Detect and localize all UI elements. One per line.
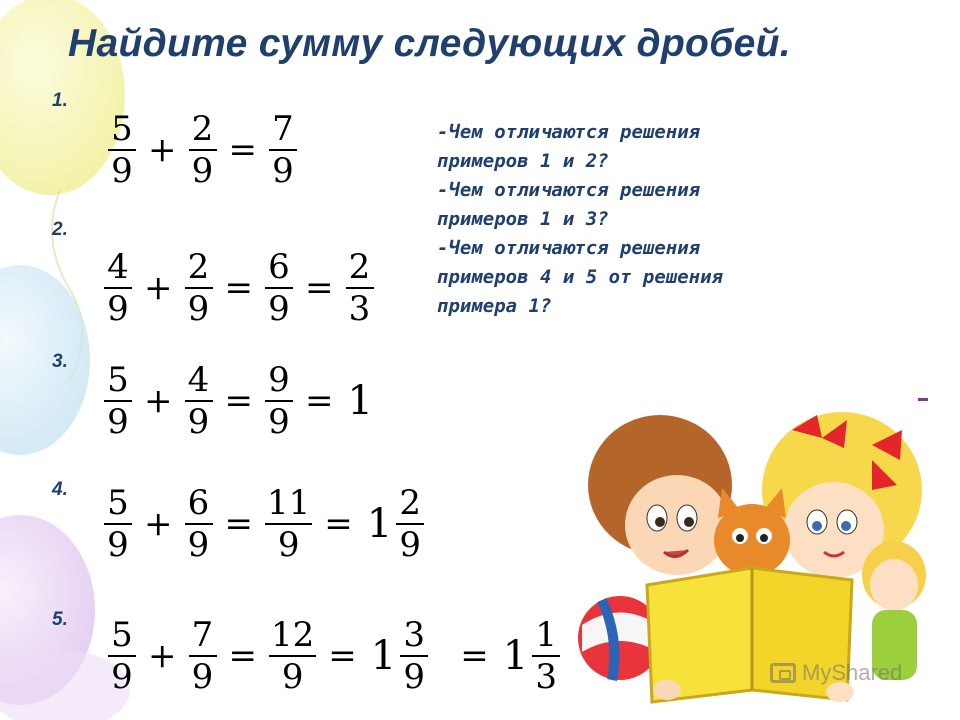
denominator: 9	[268, 289, 290, 329]
denominator: 9	[268, 402, 290, 442]
plus-sign: +	[144, 268, 173, 308]
numerator: 1	[532, 618, 560, 657]
whole-number: 1	[366, 501, 393, 547]
fraction	[532, 615, 560, 697]
denominator: 9	[277, 525, 300, 565]
numerator: 5	[108, 112, 136, 151]
mixed-number	[361, 483, 428, 565]
numerator: 9	[265, 363, 293, 402]
slide-title: Найдите сумму следующих дробей.	[68, 22, 791, 65]
equation-4	[100, 483, 428, 565]
boy-face	[625, 475, 729, 575]
denominator: 9	[272, 151, 294, 191]
numerator: 12	[271, 615, 315, 655]
numerator: 6	[185, 486, 213, 525]
whole-number: 1	[370, 633, 397, 679]
denominator: 3	[348, 289, 371, 329]
denominator: 9	[399, 525, 422, 565]
numerator: 7	[189, 618, 217, 657]
numerator: 4	[185, 363, 213, 402]
fraction	[185, 360, 213, 442]
fraction	[346, 247, 374, 329]
denominator: 9	[107, 525, 129, 565]
example-number-4: 4.	[52, 479, 68, 500]
numerator: 5	[104, 486, 132, 525]
fraction	[104, 483, 132, 565]
example-number-5: 5.	[52, 609, 68, 630]
denominator: 9	[107, 402, 129, 442]
numerator: 2	[189, 112, 217, 151]
fraction	[269, 615, 316, 697]
question-line: -Чем отличаются решения	[437, 121, 701, 143]
question-line: примеров 1 и 3?	[437, 208, 609, 230]
numerator: 7	[269, 112, 297, 151]
equals-sign: =	[224, 268, 253, 308]
fraction	[265, 483, 312, 565]
numerator: 6	[265, 250, 293, 289]
equals-sign: =	[224, 504, 253, 544]
denominator: 9	[191, 657, 214, 697]
numerator: 4	[104, 250, 132, 289]
myshared-logo-icon	[770, 663, 796, 683]
denominator: 9	[281, 657, 304, 697]
whole-number: 1	[502, 633, 529, 679]
denominator: 9	[191, 151, 214, 191]
example-number-3: 3.	[52, 351, 68, 372]
denominator: 9	[403, 657, 426, 697]
fraction	[400, 615, 428, 697]
decorative-dash	[918, 398, 928, 401]
mixed-number	[365, 615, 432, 697]
numerator: 2	[396, 486, 424, 525]
equals-sign: =	[224, 381, 253, 421]
denominator: 9	[187, 525, 210, 565]
denominator: 9	[111, 151, 133, 191]
fraction	[104, 360, 132, 442]
example-number-1: 1.	[52, 90, 68, 111]
question-line: примеров 4 и 5 от решения	[437, 266, 723, 288]
equals-sign: =	[328, 636, 357, 676]
question-line: -Чем отличаются решения	[437, 237, 701, 259]
whole-number: 1	[347, 378, 373, 424]
equation-2	[100, 247, 378, 329]
denominator: 9	[187, 402, 210, 442]
blue-balloon	[0, 265, 90, 455]
fraction	[265, 247, 293, 329]
fraction	[185, 483, 213, 565]
numerator: 2	[346, 250, 374, 289]
plus-sign: +	[144, 381, 173, 421]
fraction	[185, 247, 213, 329]
question-line: примера 1?	[437, 295, 552, 317]
denominator: 9	[107, 289, 129, 329]
equals-sign: =	[305, 381, 334, 421]
equation-3	[100, 360, 373, 442]
equation-1	[104, 109, 301, 191]
denominator: 3	[535, 657, 557, 697]
plus-sign: +	[144, 504, 173, 544]
fraction	[396, 483, 424, 565]
fraction	[265, 360, 293, 442]
fraction	[104, 247, 132, 329]
plus-sign: +	[148, 636, 177, 676]
equals-sign: =	[305, 268, 334, 308]
watermark	[770, 660, 902, 686]
numerator: 11	[267, 483, 311, 523]
fraction	[189, 615, 217, 697]
example-number-2: 2.	[52, 219, 68, 240]
fraction	[269, 109, 297, 191]
question-line: -Чем отличаются решения	[437, 179, 701, 201]
denominator: 9	[187, 289, 210, 329]
watermark-text: MyShared	[802, 660, 903, 685]
numerator: 3	[400, 618, 428, 657]
denominator: 9	[111, 657, 133, 697]
numerator: 5	[104, 363, 132, 402]
mixed-number	[497, 615, 564, 697]
plus-sign: +	[148, 130, 177, 170]
equals-sign: =	[324, 504, 353, 544]
equals-sign: =	[460, 636, 489, 676]
numerator: 5	[108, 618, 136, 657]
fraction	[189, 109, 217, 191]
equals-sign: =	[228, 130, 257, 170]
fraction	[108, 615, 136, 697]
equation-5	[104, 615, 564, 697]
equals-sign: =	[228, 636, 257, 676]
numerator: 2	[185, 250, 213, 289]
discussion-questions	[437, 118, 857, 321]
fraction	[108, 109, 136, 191]
question-line: примеров 1 и 2?	[437, 150, 609, 172]
